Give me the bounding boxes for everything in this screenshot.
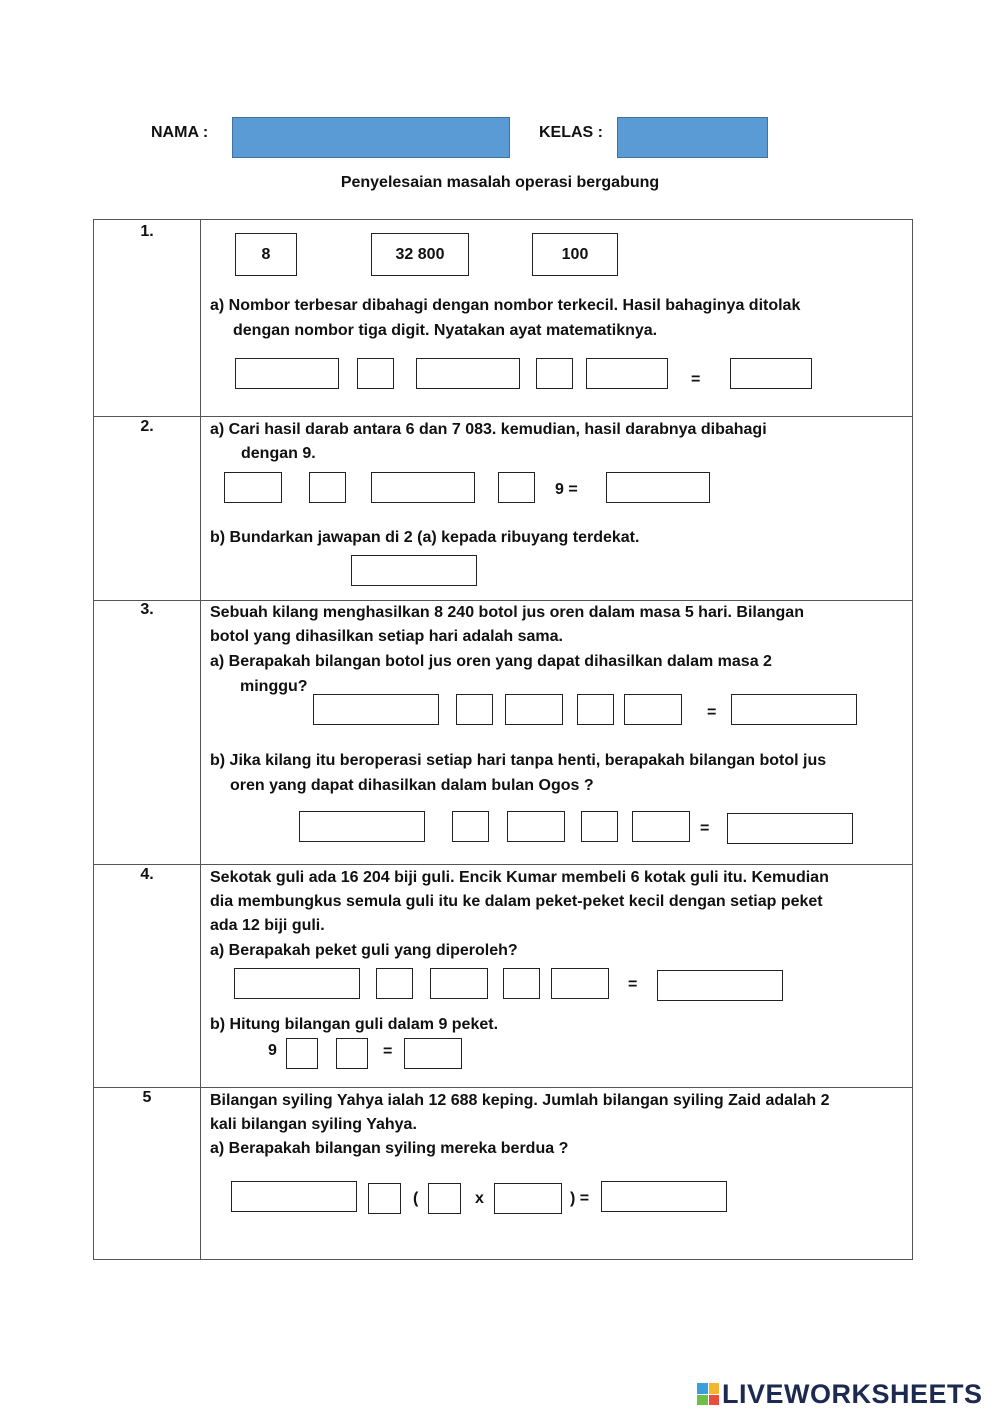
question-text: oren yang dapat dihasilkan dalam bulan Ogos ?: [230, 777, 594, 794]
question-text: dengan 9.: [241, 445, 316, 462]
answer-box[interactable]: [234, 968, 360, 999]
question-text: minggu?: [240, 678, 308, 695]
question-text: botol yang dihasilkan setiap hari adalah sama.: [210, 628, 563, 645]
close-parenthesis-equals: ) =: [570, 1190, 590, 1207]
liveworksheets-logo: [697, 1379, 983, 1409]
question-text: kali bilangan syiling Yahya.: [210, 1116, 417, 1133]
answer-box[interactable]: [428, 1183, 461, 1214]
question-number-2: 2.: [140, 418, 154, 435]
operator-box[interactable]: [368, 1183, 401, 1214]
answer-box[interactable]: [624, 694, 682, 725]
result-box[interactable]: [731, 694, 857, 725]
answer-box[interactable]: [299, 811, 425, 842]
number-card: 8: [235, 233, 297, 276]
operator-box[interactable]: [577, 694, 614, 725]
answer-box[interactable]: [632, 811, 690, 842]
answer-box[interactable]: [231, 1181, 357, 1212]
answer-box[interactable]: [586, 358, 668, 389]
question-number-3: 3.: [140, 601, 154, 618]
question-text: b) Bundarkan jawapan di 2 (a) kepada ribuyang terdekat.: [210, 529, 640, 546]
class-label: KELAS :: [539, 124, 603, 141]
number-card: 32 800: [371, 233, 469, 276]
answer-box[interactable]: [235, 358, 339, 389]
question-text: dia membungkus semula guli itu ke dalam peket-peket kecil dengan setiap peket: [210, 893, 823, 910]
equals-sign: =: [700, 820, 710, 837]
answer-box[interactable]: [313, 694, 439, 725]
equals-sign: =: [628, 976, 638, 993]
operator-box[interactable]: [376, 968, 413, 999]
given-value: 9: [268, 1042, 277, 1059]
question-text: a) Berapakah peket guli yang diperoleh?: [210, 942, 518, 959]
question-text: a) Berapakah bilangan syiling mereka berdua ?: [210, 1140, 569, 1157]
equals-sign: =: [691, 371, 701, 388]
question-number-1: 1.: [140, 223, 154, 240]
question-text: a) Berapakah bilangan botol jus oren yang dapat dihasilkan dalam masa 2: [210, 653, 772, 670]
answer-box[interactable]: [430, 968, 488, 999]
question-text: a) Nombor terbesar dibahagi dengan nombor terkecil. Hasil bahaginya ditolak: [210, 297, 801, 314]
answer-box[interactable]: [336, 1038, 368, 1069]
operator-box[interactable]: [456, 694, 493, 725]
result-box[interactable]: [606, 472, 710, 503]
result-box[interactable]: [601, 1181, 727, 1212]
answer-box[interactable]: [505, 694, 563, 725]
result-box[interactable]: [351, 555, 477, 586]
question-number-4: 4.: [140, 866, 154, 883]
operator-box[interactable]: [286, 1038, 318, 1069]
equals-sign: =: [383, 1043, 393, 1060]
question-text: b) Hitung bilangan guli dalam 9 peket.: [210, 1016, 499, 1033]
operator-box[interactable]: [452, 811, 489, 842]
equals-sign: =: [707, 704, 717, 721]
operator-box[interactable]: [498, 472, 535, 503]
question-text: dengan nombor tiga digit. Nyatakan ayat matematiknya.: [233, 322, 658, 339]
operator-box[interactable]: [503, 968, 540, 999]
class-input[interactable]: [617, 117, 768, 158]
operator-box[interactable]: [536, 358, 573, 389]
operator-box[interactable]: [309, 472, 346, 503]
logo-text: LIVEWORKSHEETS: [722, 1378, 983, 1409]
number-card: 100: [532, 233, 618, 276]
answer-box[interactable]: [551, 968, 609, 999]
open-parenthesis: (: [413, 1190, 419, 1207]
answer-box[interactable]: [494, 1183, 562, 1214]
worksheet-title: Penyelesaian masalah operasi bergabung: [340, 174, 660, 191]
result-box[interactable]: [727, 813, 853, 844]
result-box[interactable]: [657, 970, 783, 1001]
question-text: Bilangan syiling Yahya ialah 12 688 keping. Jumlah bilangan syiling Zaid adalah 2: [210, 1092, 830, 1109]
given-value: 9 =: [555, 481, 578, 498]
question-text: ada 12 biji guli.: [210, 917, 325, 934]
result-box[interactable]: [730, 358, 812, 389]
operator-box[interactable]: [581, 811, 618, 842]
question-text: Sekotak guli ada 16 204 biji guli. Encik Kumar membeli 6 kotak guli itu. Kemudian: [210, 869, 829, 886]
multiply-sign: x: [475, 1190, 484, 1207]
question-text: a) Cari hasil darab antara 6 dan 7 083. kemudian, hasil darabnya dibahagi: [210, 421, 767, 438]
question-text: Sebuah kilang menghasilkan 8 240 botol jus oren dalam masa 5 hari. Bilangan: [210, 604, 804, 621]
logo-cube-icon: [697, 1383, 719, 1405]
operator-box[interactable]: [357, 358, 394, 389]
answer-box[interactable]: [224, 472, 282, 503]
name-label: NAMA :: [151, 124, 209, 141]
question-text: b) Jika kilang itu beroperasi setiap hari tanpa henti, berapakah bilangan botol jus: [210, 752, 827, 769]
answer-box[interactable]: [416, 358, 520, 389]
question-number-5: 5: [142, 1089, 152, 1106]
answer-box[interactable]: [371, 472, 475, 503]
result-box[interactable]: [404, 1038, 462, 1069]
name-input[interactable]: [232, 117, 510, 158]
answer-box[interactable]: [507, 811, 565, 842]
